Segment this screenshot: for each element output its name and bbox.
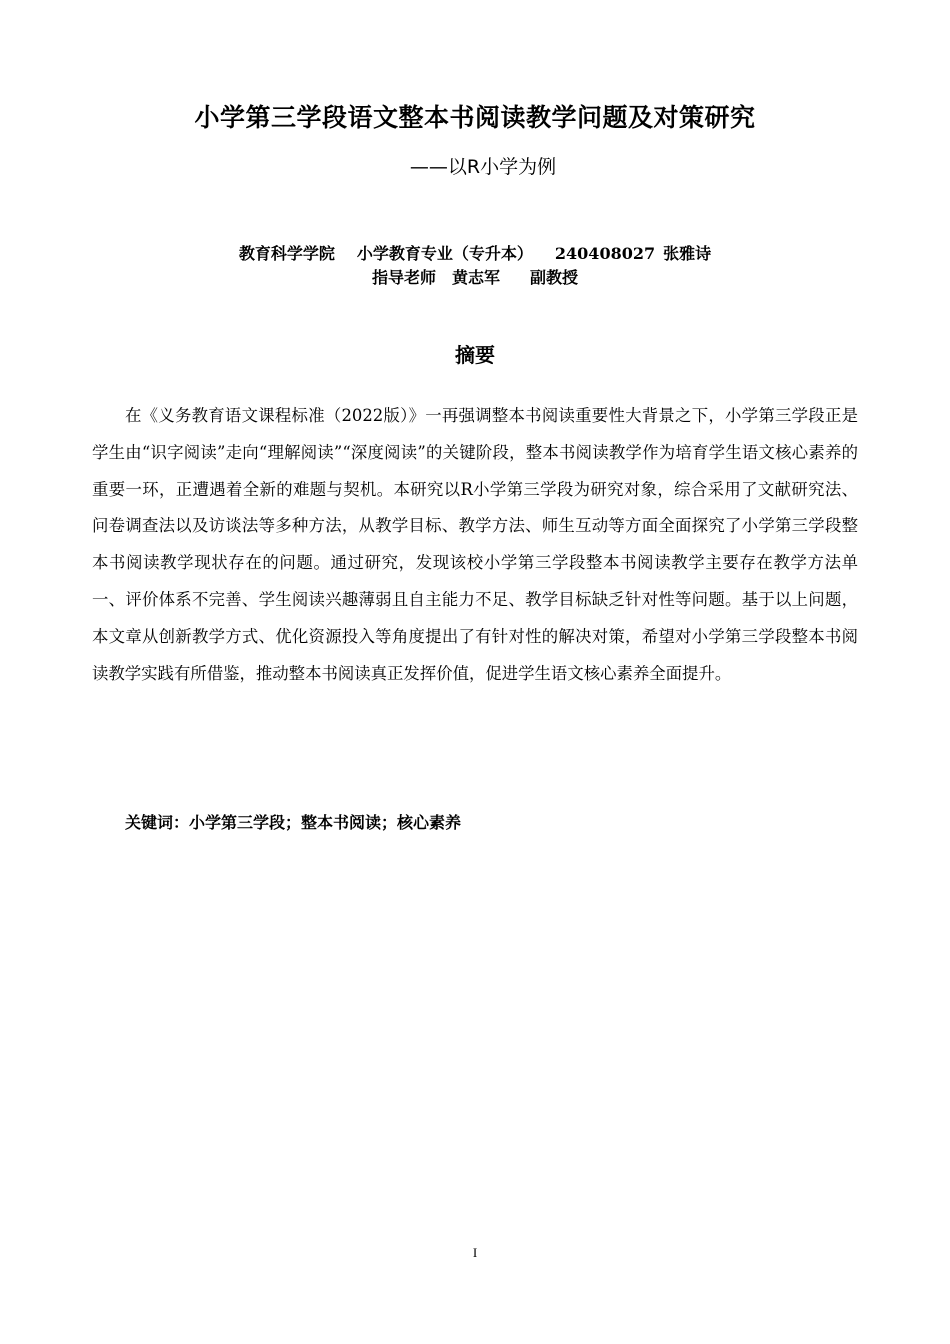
keywords-line — [125, 808, 461, 838]
page-number: I — [472, 1245, 478, 1260]
author-college: 教育科学学院 — [238, 244, 335, 263]
advisor-name: 黄志军 — [451, 268, 500, 287]
abstract-heading: 摘要 — [455, 343, 495, 367]
author-info-line — [0, 242, 950, 266]
advisor-info-line — [0, 266, 950, 290]
advisor-label: 指导老师 — [371, 268, 436, 287]
keywords-text: 小学第三学段；整本书阅读；核心素养 — [189, 813, 462, 832]
keywords-label: 关键词： — [125, 813, 190, 832]
paper-title: 小学第三学段语文整本书阅读教学问题及对策研究 — [194, 103, 756, 132]
subtitle-text: ——以R小学为例 — [409, 156, 557, 178]
abstract-body: 在《义务教育语文课程标准（2022版）》一再强调整本书阅读重要性大背景之下，小学第三学段正是学生由“识字阅读”走向“理解阅读”“深度阅读”的关键阶段，整本书阅读教学作为培育学生语文核心素养的重要一环，正遭遇着全新的难题与契机。本研究以R小学第三学段为研究对象，综合采用了文献研究法、问卷调查法以及访谈法等多种方法，从教学目标、教学方法、师生互动等方面全面探究了小学第三学段整本书阅读教学现状存在的问题。通过研究，发现该校小学第三学段整本书阅读教学主要存在教学方法单一、评价体系不完善、学生阅读兴趣薄弱且自主能力不足、教学目标缺乏针对性等问题。基于以上问题，本文章从创新教学方式、优化资源投入等角度提出了有针对性的解决对策，希望对小学第三学段整本书阅读教学实践有所借鉴，推动整本书阅读真正发挥价值，促进学生语文核心素养全面提升。 — [92, 406, 858, 683]
author-major: 小学教育专业（专升本） — [356, 244, 533, 263]
author-name: 张雅诗 — [663, 244, 712, 263]
paper-subtitle — [0, 153, 950, 181]
author-student-id: 240408027 — [554, 244, 656, 263]
advisor-rank: 副教授 — [530, 268, 579, 287]
